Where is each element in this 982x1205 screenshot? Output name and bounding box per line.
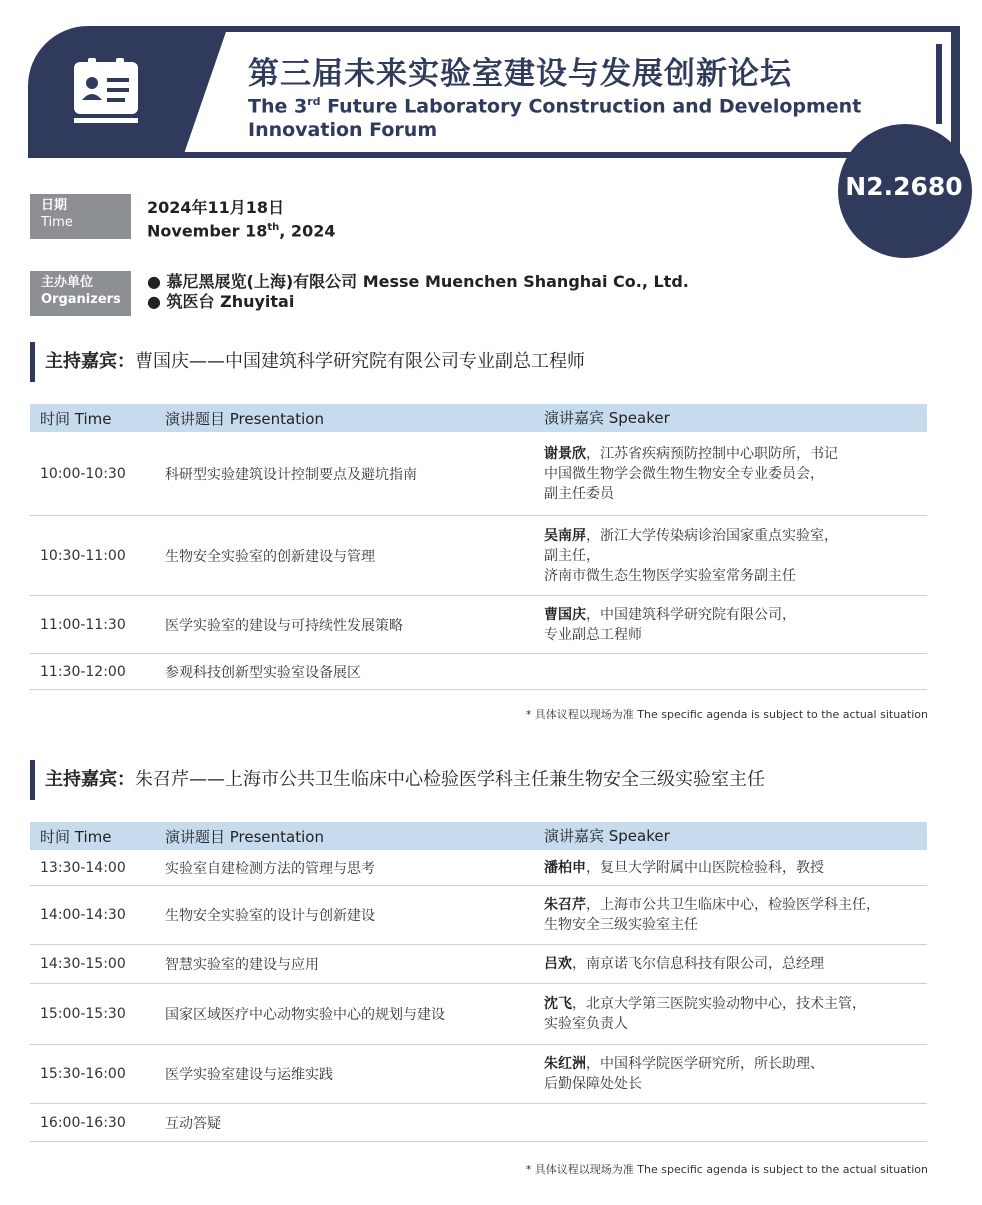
time-cell: 16:00-16:30 [40, 1114, 126, 1131]
time-cell: 15:00-15:30 [40, 1006, 126, 1022]
table-row [30, 945, 927, 984]
topic-cell: 演讲题目 Presentation [165, 827, 324, 846]
speaker-cell: 演讲嘉宾 Speaker [544, 409, 670, 427]
topic-cell: 参观科技创新型实验室设备展区 [165, 664, 361, 681]
organizer-item: ● 筑医台 Zhuyitai [147, 292, 295, 311]
table-row [30, 654, 927, 690]
table-row [30, 850, 927, 886]
time-cell: 10:00-10:30 [40, 465, 126, 482]
time-label: 日期 Time [30, 194, 131, 239]
time-cell: 时间 Time [40, 409, 112, 428]
speaker-cell: 吴南屏，浙江大学传染病诊治国家重点实验室， 副主任， 济南市微生态生物医学实验室常务副主任 [544, 527, 838, 584]
speaker-cell: 演讲嘉宾 Speaker [544, 827, 670, 845]
topic-cell: 实验室自建检测方法的管理与思考 [165, 860, 375, 877]
topic-cell: 互动答疑 [165, 1115, 221, 1132]
table-header [30, 822, 927, 850]
topic-cell: 医学实验室的建设与可持续性发展策略 [165, 617, 403, 634]
topic-cell: 演讲题目 Presentation [165, 409, 324, 428]
time-cell: 10:30-11:00 [40, 547, 126, 564]
table-row [30, 516, 927, 596]
topic-cell: 医学实验室建设与运维实践 [165, 1067, 333, 1083]
speaker-cell: 朱召芹，上海市公共卫生临床中心，检验医学科主任， 生物安全三级实验室主任 [544, 897, 880, 933]
organizer-item: ● 慕尼黑展览(上海)有限公司 Messe Muenchen Shanghai Co., Ltd. [147, 272, 689, 291]
table-row [30, 432, 927, 516]
booth-number-badge: N2.2680 [838, 124, 972, 258]
agenda-note: * 具体议程以现场为准 The specific agenda is subject to the actual situation [525, 708, 928, 721]
table-header [30, 404, 927, 432]
topic-cell: 科研型实验建筑设计控制要点及避坑指南 [165, 466, 417, 483]
organizers-label: 主办单位 Organizers [30, 271, 131, 316]
speaker-cell: 沈飞，北京大学第三医院实验动物中心，技术主管， 实验室负责人 [544, 996, 866, 1032]
agenda-table-1 [30, 404, 927, 690]
topic-cell: 智慧实验室的建设与应用 [165, 957, 319, 973]
table-row [30, 886, 927, 945]
header-banner [28, 26, 960, 158]
table-row [30, 1104, 927, 1142]
topic-cell: 国家区域医疗中心动物实验中心的规划与建设 [165, 1007, 445, 1023]
time-cell: 15:30-16:00 [40, 1066, 126, 1082]
agenda-note: * 具体议程以现场为准 The specific agenda is subject to the actual situation [525, 1163, 928, 1176]
table-row [30, 984, 927, 1045]
session1-host: 主持嘉宾：曹国庆——中国建筑科学研究院有限公司专业副总工程师 [30, 342, 585, 382]
table-row [30, 1045, 927, 1104]
title-english: The 3rd Future Laboratory Construction and Development Innovation Forum [248, 95, 862, 142]
time-cell: 13:30-14:00 [40, 859, 126, 876]
speaker-cell: 谢景欣，江苏省疾病预防控制中心职防所，书记 中国微生物学会微生物生物安全专业委员会， 副主任委员 [544, 445, 838, 502]
speaker-cell: 吕欢，南京诺飞尔信息科技有限公司，总经理 [544, 956, 824, 972]
time-cell: 14:30-15:00 [40, 956, 126, 972]
organizers-list [147, 272, 689, 312]
time-cell: 14:00-14:30 [40, 907, 126, 923]
title-chinese: 第三届未来实验室建设与发展创新论坛 [248, 56, 792, 92]
time-cell: 11:00-11:30 [40, 616, 126, 633]
speaker-cell: 朱红洲，中国科学院医学研究所，所长助理、 后勤保障处处长 [544, 1056, 824, 1092]
event-date: 2024年11月18日 November 18th, 2024 [147, 198, 336, 241]
agenda-table-2 [30, 822, 927, 1142]
speaker-cell: 曹国庆，中国建筑科学研究院有限公司， 专业副总工程师 [544, 606, 796, 643]
table-row [30, 596, 927, 654]
time-cell: 时间 Time [40, 827, 112, 846]
time-cell: 11:30-12:00 [40, 663, 126, 680]
session2-host: 主持嘉宾：朱召芹——上海市公共卫生临床中心检验医学科主任兼生物安全三级实验室主任 [30, 760, 765, 800]
id-card-icon [72, 58, 140, 124]
speaker-cell: 潘柏申，复旦大学附属中山医院检验科，教授 [544, 859, 824, 876]
topic-cell: 生物安全实验室的设计与创新建设 [165, 908, 375, 924]
topic-cell: 生物安全实验室的创新建设与管理 [165, 548, 375, 565]
